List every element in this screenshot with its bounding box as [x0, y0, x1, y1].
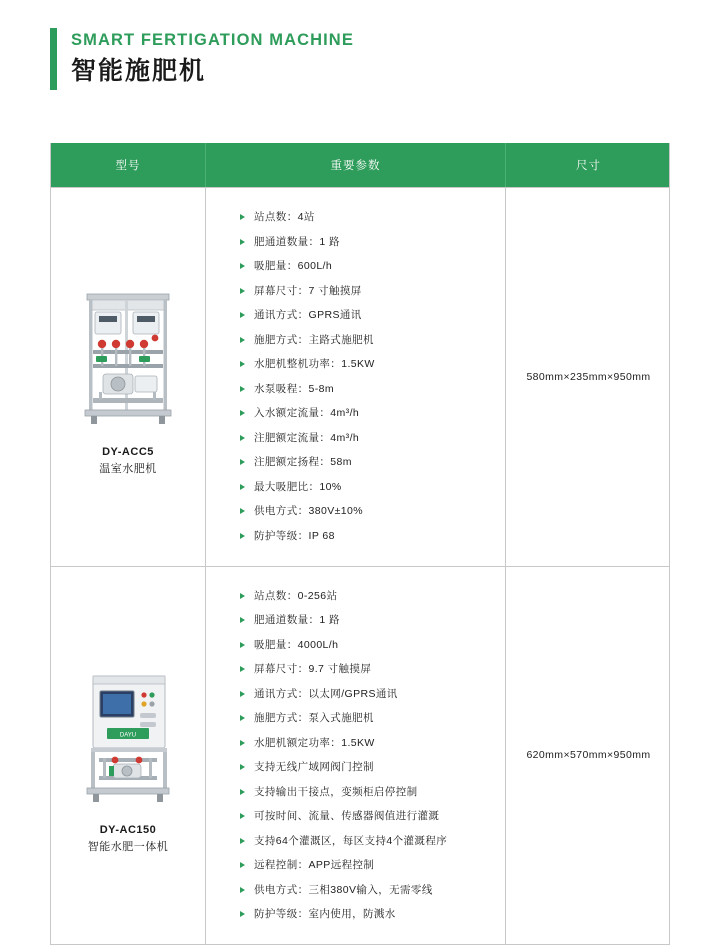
bullet-triangle-icon: [240, 386, 245, 392]
bullet-triangle-icon: [240, 533, 245, 539]
product-cell: [51, 567, 206, 945]
product-image-ac150: [68, 658, 188, 808]
bullet-triangle-icon: [240, 361, 245, 367]
page-title-cn: 智能施肥机: [71, 57, 207, 85]
header-text: [71, 28, 354, 87]
header-accent-bar: [50, 28, 57, 90]
spec-text: 水泵吸程：5-8m: [254, 382, 335, 395]
page-title-en: SMART FERTIGATION MACHINE: [71, 31, 354, 49]
spec-item: [240, 504, 495, 519]
spec-item: [240, 284, 495, 299]
spec-item: [240, 711, 495, 726]
bullet-triangle-icon: [240, 911, 245, 917]
bullet-triangle-icon: [240, 862, 245, 868]
bullet-triangle-icon: [240, 312, 245, 318]
spec-item: [240, 259, 495, 274]
product-cell: [51, 188, 206, 566]
bullet-triangle-icon: [240, 263, 245, 269]
spec-text: 施肥方式：主路式施肥机: [254, 333, 374, 346]
spec-text: 支持无线广域网阀门控制: [254, 761, 374, 773]
spec-item: [240, 760, 495, 775]
spec-text: 通讯方式：GPRS通讯: [254, 309, 362, 321]
spec-item: [240, 455, 495, 470]
spec-item: [240, 529, 495, 544]
column-header-parameters: 重要参数: [206, 143, 506, 187]
spec-item: [240, 809, 495, 824]
bullet-triangle-icon: [240, 214, 245, 220]
spec-text: 站点数：4站: [254, 211, 315, 223]
bullet-triangle-icon: [240, 838, 245, 844]
bullet-triangle-icon: [240, 666, 245, 672]
product-image-acc5: [68, 280, 188, 430]
spec-text: 肥通道数量：1 路: [254, 614, 340, 626]
spec-text: 肥通道数量：1 路: [254, 235, 340, 248]
spec-text: 水肥机额定功率：1.5KW: [254, 736, 375, 749]
bullet-triangle-icon: [240, 484, 245, 490]
product-name: DY-AC150: [99, 824, 157, 837]
spec-text: 远程控制：APP远程控制: [254, 859, 375, 871]
bullet-triangle-icon: [240, 764, 245, 770]
spec-text: 注肥额定流量：4m³/h: [254, 431, 360, 444]
spec-item: [240, 589, 495, 604]
spec-text: 防护等级：室内使用，防溅水: [254, 908, 396, 920]
spec-text: 吸肥量：4000L/h: [254, 638, 339, 651]
spec-item: [240, 662, 495, 677]
spec-text: 注肥额定扬程：58m: [254, 456, 352, 468]
spec-item: [240, 834, 495, 849]
spec-text: 防护等级：IP 68: [254, 529, 335, 542]
spec-text: 入水额定流量：4m³/h: [254, 407, 360, 419]
svg-text:DAYU: DAYU: [119, 732, 137, 739]
column-header-model: 型号: [51, 143, 206, 187]
bullet-triangle-icon: [240, 410, 245, 416]
size-text: 620mm×570mm×950mm: [526, 749, 651, 762]
spec-text: 支持输出干接点，变频柜启停控制: [254, 785, 418, 798]
spec-item: [240, 382, 495, 397]
spec-text: 站点数：0-256站: [254, 589, 338, 602]
spec-item: [240, 907, 495, 922]
spec-text: 供电方式：三相380V输入，无需零线: [254, 883, 433, 896]
spec-text: 可按时间、流量、传感器阀值进行灌溉: [254, 810, 440, 822]
size-cell: [506, 567, 671, 945]
spec-text: 屏幕尺寸：7 寸触摸屏: [254, 284, 362, 297]
spec-item: [240, 357, 495, 372]
spec-table: [50, 143, 670, 945]
table-header-row: [51, 143, 669, 187]
bullet-triangle-icon: [240, 740, 245, 746]
size-cell: [506, 188, 671, 566]
spec-item: [240, 858, 495, 873]
spec-item: [240, 638, 495, 653]
spec-list: [206, 188, 506, 566]
spec-text: 通讯方式：以太网/GPRS通讯: [254, 687, 398, 700]
spec-item: [240, 613, 495, 628]
spec-item: [240, 431, 495, 446]
size-text: 580mm×235mm×950mm: [526, 370, 651, 383]
column-header-size: 尺寸: [576, 160, 601, 172]
bullet-triangle-icon: [240, 691, 245, 697]
spec-text: 最大吸肥比：10%: [254, 480, 342, 493]
spec-item: [240, 736, 495, 751]
spec-text: 供电方式：380V±10%: [254, 505, 363, 517]
spec-item: [240, 235, 495, 250]
bullet-triangle-icon: [240, 508, 245, 514]
spec-item: [240, 210, 495, 225]
spec-item: [240, 480, 495, 495]
product-subtitle: 智能水肥一体机: [87, 841, 169, 854]
spec-item: [240, 785, 495, 800]
spec-text: 吸肥量：600L/h: [254, 260, 333, 272]
bullet-triangle-icon: [240, 288, 245, 294]
bullet-triangle-icon: [240, 337, 245, 343]
spec-text: 水肥机整机功率：1.5KW: [254, 358, 375, 370]
bullet-triangle-icon: [240, 715, 245, 721]
bullet-triangle-icon: [240, 887, 245, 893]
page-header: [50, 28, 354, 90]
bullet-triangle-icon: [240, 593, 245, 599]
bullet-triangle-icon: [240, 239, 245, 245]
product-name: DY-ACC5: [102, 445, 154, 458]
spec-list: [206, 567, 506, 945]
spec-text: 屏幕尺寸：9.7 寸触摸屏: [254, 663, 372, 675]
bullet-triangle-icon: [240, 435, 245, 441]
spec-item: [240, 687, 495, 702]
spec-text: 支持64个灌溉区，每区支持4个灌溉程序: [254, 834, 448, 847]
spec-item: [240, 883, 495, 898]
bullet-triangle-icon: [240, 642, 245, 648]
bullet-triangle-icon: [240, 617, 245, 623]
spec-item: [240, 406, 495, 421]
table-row: [51, 187, 669, 566]
spec-item: [240, 333, 495, 348]
product-subtitle: 温室水肥机: [99, 462, 157, 475]
spec-text: 施肥方式：泵入式施肥机: [254, 712, 374, 724]
spec-item: [240, 308, 495, 323]
bullet-triangle-icon: [240, 789, 245, 795]
bullet-triangle-icon: [240, 459, 245, 465]
bullet-triangle-icon: [240, 813, 245, 819]
table-row: [51, 566, 669, 945]
